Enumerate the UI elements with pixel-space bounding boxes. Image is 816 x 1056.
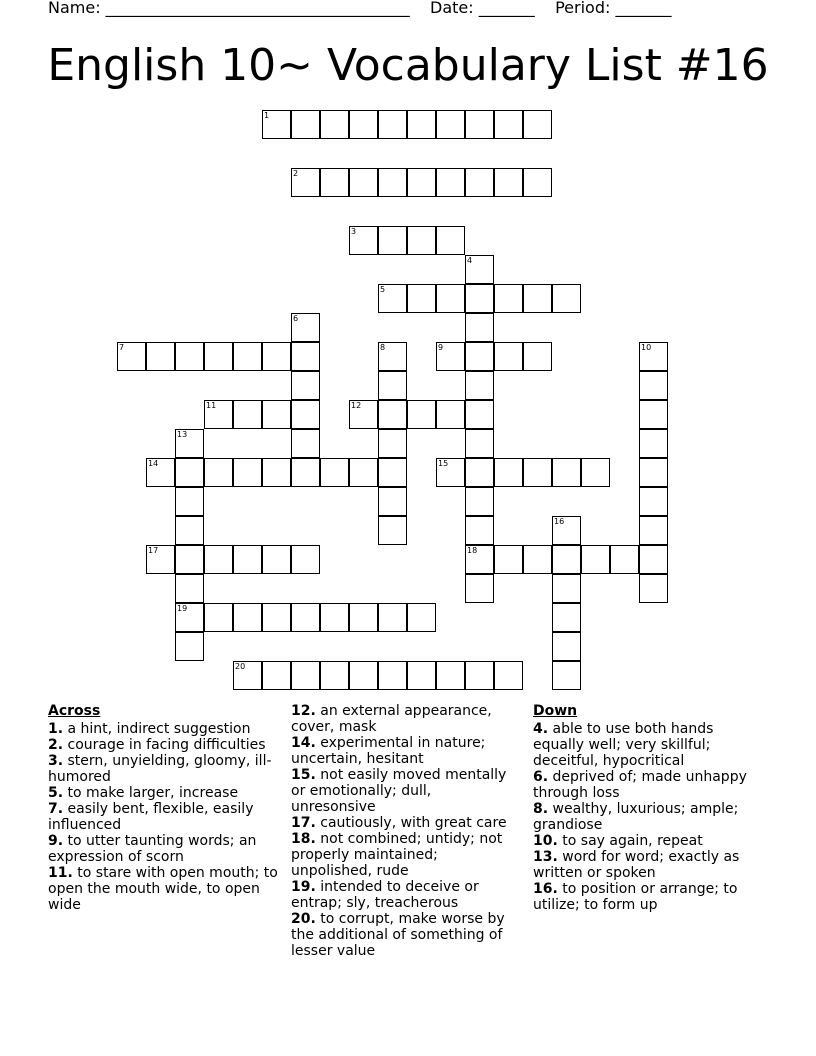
crossword-cell[interactable]	[407, 400, 436, 429]
crossword-cell[interactable]	[291, 661, 320, 690]
page-title: English 10~ Vocabulary List #16	[47, 40, 769, 91]
crossword-cell[interactable]	[494, 661, 523, 690]
clue-across-2: 2. courage in facing difficulties	[48, 737, 266, 753]
crossword-cell[interactable]	[639, 371, 668, 400]
crossword-cell[interactable]	[349, 603, 378, 632]
crossword-cell[interactable]	[610, 545, 639, 574]
crossword-cell[interactable]	[233, 342, 262, 371]
crossword-cell[interactable]	[407, 284, 436, 313]
crossword-cell[interactable]	[291, 429, 320, 458]
clue-across-18: 18. not combined; untidy; not properly maintained; unpolished, rude	[291, 831, 503, 879]
crossword-cell[interactable]	[378, 516, 407, 545]
cell-number: 17	[148, 546, 159, 555]
crossword-cell[interactable]	[378, 661, 407, 690]
crossword-cell[interactable]	[465, 516, 494, 545]
clue-across-7: 7. easily bent, flexible, easily influenced	[48, 801, 254, 833]
crossword-cell[interactable]	[581, 545, 610, 574]
crossword-cell[interactable]	[465, 661, 494, 690]
crossword-cell[interactable]	[175, 487, 204, 516]
crossword-cell[interactable]	[349, 400, 378, 429]
crossword-cell[interactable]	[291, 110, 320, 139]
crossword-cell[interactable]	[349, 226, 378, 255]
crossword-cell[interactable]	[639, 516, 668, 545]
crossword-cell[interactable]	[262, 545, 291, 574]
crossword-cell[interactable]	[291, 603, 320, 632]
crossword-cell[interactable]	[378, 342, 407, 371]
crossword-cell[interactable]	[523, 342, 552, 371]
clue-across-12: 12. an external appearance, cover, mask	[291, 703, 492, 735]
crossword-cell[interactable]	[639, 574, 668, 603]
cell-number: 16	[554, 517, 565, 526]
cell-number: 5	[380, 285, 386, 294]
across-clue-list-1	[48, 721, 278, 913]
crossword-cell[interactable]	[523, 284, 552, 313]
crossword-cell[interactable]	[436, 226, 465, 255]
clue-down-4: 4. able to use both hands equally well; very skillful; deceitful, hypocritical	[533, 721, 714, 769]
crossword-cell[interactable]	[378, 400, 407, 429]
crossword-cell[interactable]	[175, 458, 204, 487]
crossword-cell[interactable]	[175, 429, 204, 458]
crossword-cell[interactable]	[262, 661, 291, 690]
crossword-cell[interactable]	[465, 284, 494, 313]
period-field[interactable]: Period: _______	[555, 0, 672, 17]
crossword-cell[interactable]	[204, 545, 233, 574]
crossword-cell[interactable]	[465, 487, 494, 516]
crossword-cell[interactable]	[436, 458, 465, 487]
crossword-cell[interactable]	[639, 400, 668, 429]
crossword-cell[interactable]	[291, 545, 320, 574]
crossword-cell[interactable]	[233, 603, 262, 632]
crossword-cell[interactable]	[291, 371, 320, 400]
crossword-cell[interactable]	[378, 284, 407, 313]
cell-number: 11	[206, 401, 217, 410]
crossword-cell[interactable]	[175, 516, 204, 545]
crossword-cell[interactable]	[204, 342, 233, 371]
crossword-cell[interactable]	[407, 226, 436, 255]
crossword-cell[interactable]	[378, 603, 407, 632]
crossword-cell[interactable]	[262, 110, 291, 139]
crossword-cell[interactable]	[407, 168, 436, 197]
crossword-cell[interactable]	[639, 487, 668, 516]
crossword-cell[interactable]	[320, 458, 349, 487]
crossword-cell[interactable]	[639, 342, 668, 371]
cell-number: 18	[467, 546, 478, 555]
crossword-cell[interactable]	[378, 429, 407, 458]
crossword-cell[interactable]	[639, 429, 668, 458]
clue-down-10: 10. to say again, repeat	[533, 833, 703, 849]
crossword-cell[interactable]	[465, 110, 494, 139]
cell-number: 12	[351, 401, 362, 410]
crossword-cell[interactable]	[407, 603, 436, 632]
crossword-cell[interactable]	[233, 661, 262, 690]
cell-number: 8	[380, 343, 386, 352]
crossword-cell[interactable]	[233, 400, 262, 429]
across-clues	[48, 703, 278, 913]
clue-across-20: 20. to corrupt, make worse by the additional of something of lesser value	[291, 911, 505, 959]
cell-number: 15	[438, 459, 449, 468]
crossword-cell[interactable]	[291, 458, 320, 487]
crossword-cell[interactable]	[146, 458, 175, 487]
crossword-cell[interactable]	[349, 110, 378, 139]
clue-across-15: 15. not easily moved mentally or emotionally; dull, unresonsive	[291, 767, 507, 815]
crossword-cell[interactable]	[378, 226, 407, 255]
clue-across-1: 1. a hint, indirect suggestion	[48, 721, 251, 737]
crossword-cell[interactable]	[175, 603, 204, 632]
clue-across-11: 11. to stare with open mouth; to open the mouth wide, to open wide	[48, 865, 278, 913]
crossword-cell[interactable]	[523, 110, 552, 139]
crossword-cell[interactable]	[494, 545, 523, 574]
crossword-cell[interactable]	[407, 110, 436, 139]
crossword-cell[interactable]	[175, 632, 204, 661]
crossword-cell[interactable]	[465, 545, 494, 574]
crossword-cell[interactable]	[175, 342, 204, 371]
clue-across-17: 17. cautiously, with great care	[291, 815, 507, 831]
crossword-cell[interactable]	[233, 458, 262, 487]
crossword-cell[interactable]	[552, 603, 581, 632]
crossword-cell[interactable]	[552, 661, 581, 690]
crossword-cell[interactable]	[175, 545, 204, 574]
across-clues-continued	[291, 703, 519, 959]
crossword-cell[interactable]	[349, 458, 378, 487]
crossword-cell[interactable]	[349, 168, 378, 197]
crossword-cell[interactable]	[291, 342, 320, 371]
crossword-cell[interactable]	[465, 574, 494, 603]
crossword-cell[interactable]	[436, 284, 465, 313]
down-heading: Down	[533, 703, 578, 719]
crossword-cell[interactable]	[465, 168, 494, 197]
crossword-cell[interactable]	[204, 603, 233, 632]
cell-number: 20	[235, 662, 246, 671]
cell-number: 9	[438, 343, 444, 352]
crossword-cell[interactable]	[465, 429, 494, 458]
clue-down-13: 13. word for word; exactly as written or spoken	[533, 849, 740, 881]
crossword-cell[interactable]	[262, 603, 291, 632]
crossword-cell[interactable]	[436, 342, 465, 371]
crossword-cell[interactable]	[291, 400, 320, 429]
cell-number: 6	[293, 314, 299, 323]
crossword-cell[interactable]	[494, 342, 523, 371]
crossword-cell[interactable]	[552, 574, 581, 603]
crossword-cell[interactable]	[523, 458, 552, 487]
crossword-cell[interactable]	[436, 110, 465, 139]
cell-number: 7	[119, 343, 125, 352]
clue-across-14: 14. experimental in nature; uncertain, hesitant	[291, 735, 486, 767]
clue-across-19: 19. intended to deceive or entrap; sly, treacherous	[291, 879, 479, 911]
crossword-cell[interactable]	[117, 342, 146, 371]
crossword-cell[interactable]	[436, 400, 465, 429]
crossword-cell[interactable]	[378, 371, 407, 400]
crossword-cell[interactable]	[204, 458, 233, 487]
crossword-cell[interactable]	[639, 545, 668, 574]
crossword-cell[interactable]	[204, 400, 233, 429]
crossword-cell[interactable]	[291, 168, 320, 197]
crossword-cell[interactable]	[552, 545, 581, 574]
clue-down-16: 16. to position or arrange; to utilize; to form up	[533, 881, 738, 913]
crossword-cell[interactable]	[465, 400, 494, 429]
crossword-cell[interactable]	[581, 458, 610, 487]
crossword-cell[interactable]	[378, 487, 407, 516]
crossword-cell[interactable]	[465, 371, 494, 400]
crossword-cell[interactable]	[436, 168, 465, 197]
crossword-cell[interactable]	[465, 458, 494, 487]
cell-number: 10	[641, 343, 652, 352]
crossword-cell[interactable]	[552, 458, 581, 487]
crossword-cell[interactable]	[465, 313, 494, 342]
crossword-cell[interactable]	[378, 458, 407, 487]
crossword-cell[interactable]	[146, 545, 175, 574]
crossword-cell[interactable]	[320, 110, 349, 139]
crossword-cell[interactable]	[262, 400, 291, 429]
clue-across-5: 5. to make larger, increase	[48, 785, 239, 801]
crossword-cell[interactable]	[639, 458, 668, 487]
name-field[interactable]: Name: ______________________________________	[48, 0, 410, 17]
crossword-cell[interactable]	[320, 603, 349, 632]
date-field[interactable]: Date: _______	[430, 0, 535, 17]
down-clues	[533, 703, 763, 913]
crossword-cell[interactable]	[320, 661, 349, 690]
crossword-cell[interactable]	[233, 545, 262, 574]
crossword-cell[interactable]	[494, 110, 523, 139]
crossword-cell[interactable]	[552, 632, 581, 661]
crossword-cell[interactable]	[175, 574, 204, 603]
cell-number: 1	[264, 111, 270, 120]
crossword-cell[interactable]	[378, 110, 407, 139]
crossword-cell[interactable]	[436, 661, 465, 690]
clue-down-6: 6. deprived of; made unhappy through loss	[533, 769, 747, 801]
crossword-cell[interactable]	[320, 168, 349, 197]
clue-down-8: 8. wealthy, luxurious; ample; grandiose	[533, 801, 739, 833]
cell-number: 3	[351, 227, 357, 236]
crossword-cell[interactable]	[494, 168, 523, 197]
clue-across-3: 3. stern, unyielding, gloomy, ill-humored	[48, 753, 272, 785]
crossword-cell[interactable]	[291, 313, 320, 342]
cell-number: 4	[467, 256, 473, 265]
crossword-cell[interactable]	[262, 458, 291, 487]
crossword-cell[interactable]	[494, 458, 523, 487]
cell-number: 2	[293, 169, 299, 178]
cell-number: 19	[177, 604, 188, 613]
cell-number: 14	[148, 459, 159, 468]
crossword-cell[interactable]	[523, 545, 552, 574]
cell-number: 13	[177, 430, 188, 439]
crossword-cell[interactable]	[494, 284, 523, 313]
crossword-cell[interactable]	[552, 284, 581, 313]
across-heading: Across	[48, 703, 101, 719]
crossword-cell[interactable]	[407, 661, 436, 690]
crossword-cell[interactable]	[465, 342, 494, 371]
crossword-cell[interactable]	[146, 342, 175, 371]
crossword-cell[interactable]	[378, 168, 407, 197]
clue-across-9: 9. to utter taunting words; an expression of scorn	[48, 833, 257, 865]
crossword-cell[interactable]	[465, 255, 494, 284]
crossword-cell[interactable]	[552, 516, 581, 545]
crossword-cell[interactable]	[262, 342, 291, 371]
crossword-cell[interactable]	[349, 661, 378, 690]
crossword-cell[interactable]	[523, 168, 552, 197]
